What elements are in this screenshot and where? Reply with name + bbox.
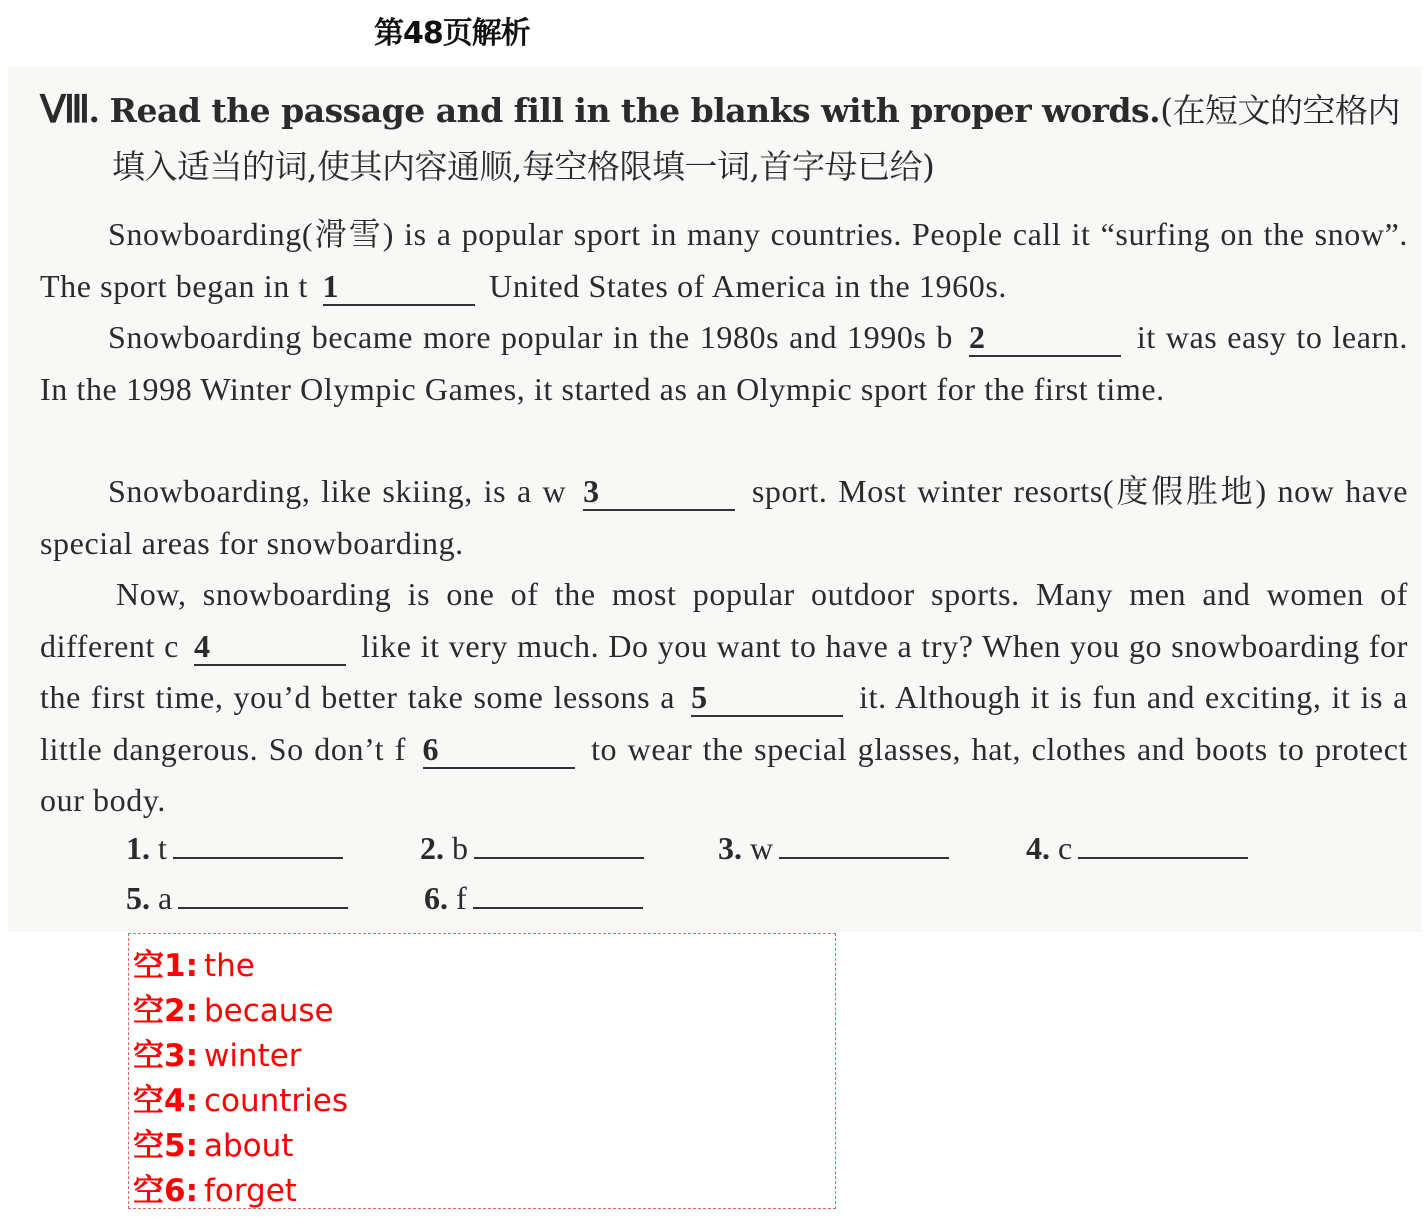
paragraph-text: it was easy to learn. In the 1998 Winter Olympic Games, it started as an Olympic sport for the first time. bbox=[40, 319, 1408, 407]
paragraph-text: United States of America in the 1960s. bbox=[489, 267, 1007, 304]
answer-item: 空3: winter bbox=[133, 1038, 302, 1074]
answer-line-2: 2. b bbox=[420, 830, 644, 867]
section-number: Ⅷ. bbox=[40, 89, 99, 131]
paragraph-3 bbox=[40, 466, 1408, 569]
blank-2: 2 bbox=[969, 319, 1121, 357]
paragraph-text: like it very much. Do you want to have a try? When you go snowboarding for the first time, you’d better take some lessons a bbox=[40, 627, 1408, 715]
blank-4: 4 bbox=[194, 628, 346, 666]
answer-line-6: 6. f bbox=[424, 880, 643, 917]
section-title-cn-1: (在短文的空格内 bbox=[1160, 91, 1400, 130]
answer-line-3: 3. w bbox=[718, 830, 949, 867]
section-title-cn-2: 填入适当的词,使其内容通顺,每空格限填一词,首字母已给) bbox=[112, 147, 935, 186]
answer-item: 空6: forget bbox=[133, 1173, 297, 1209]
paragraph-text: it. Although it is fun and exciting, it is a little dangerous. So don’t f bbox=[40, 679, 1408, 767]
answer-line-4: 4. c bbox=[1026, 830, 1248, 867]
paragraph-text: Snowboarding, like skiing, is a w bbox=[108, 473, 567, 509]
answer-line-1: 1. t bbox=[126, 830, 343, 867]
section-heading bbox=[40, 82, 1410, 195]
blank-5: 5 bbox=[691, 679, 843, 717]
paragraph-text: to wear the special glasses, hat, clothes and boots to protect our body. bbox=[40, 730, 1408, 818]
blank-6: 6 bbox=[423, 731, 575, 769]
answer-item: 空1: the bbox=[133, 948, 255, 984]
answer-box bbox=[128, 933, 836, 1209]
paragraph-4 bbox=[40, 569, 1408, 827]
paragraph-1 bbox=[40, 209, 1408, 312]
paragraph-text: Now, snowboarding is one of the most popular outdoor sports. Many men and women of different c bbox=[40, 576, 1408, 664]
paragraph-text: Snowboarding became more popular in the 1980s and 1990s b bbox=[108, 319, 954, 355]
blank-3: 3 bbox=[583, 473, 735, 511]
blank-1: 1 bbox=[323, 268, 475, 306]
answer-item: 空2: because bbox=[133, 993, 334, 1029]
page-title: 第48页解析 bbox=[374, 16, 530, 51]
answer-item: 空4: countries bbox=[133, 1083, 349, 1119]
answer-line-5: 5. a bbox=[126, 880, 348, 917]
paragraph-text: sport. Most winter resorts(度假胜地) now have special areas for snowboarding. bbox=[40, 473, 1408, 561]
section-title-en: Read the passage and fill in the blanks with proper words. bbox=[109, 91, 1161, 130]
answer-item: 空5: about bbox=[133, 1128, 294, 1164]
paragraph-text: Snowboarding(滑雪) is a popular sport in many countries. People call it “surfing on the snow”. The sport began in t bbox=[40, 216, 1408, 304]
paragraph-2 bbox=[40, 312, 1408, 415]
